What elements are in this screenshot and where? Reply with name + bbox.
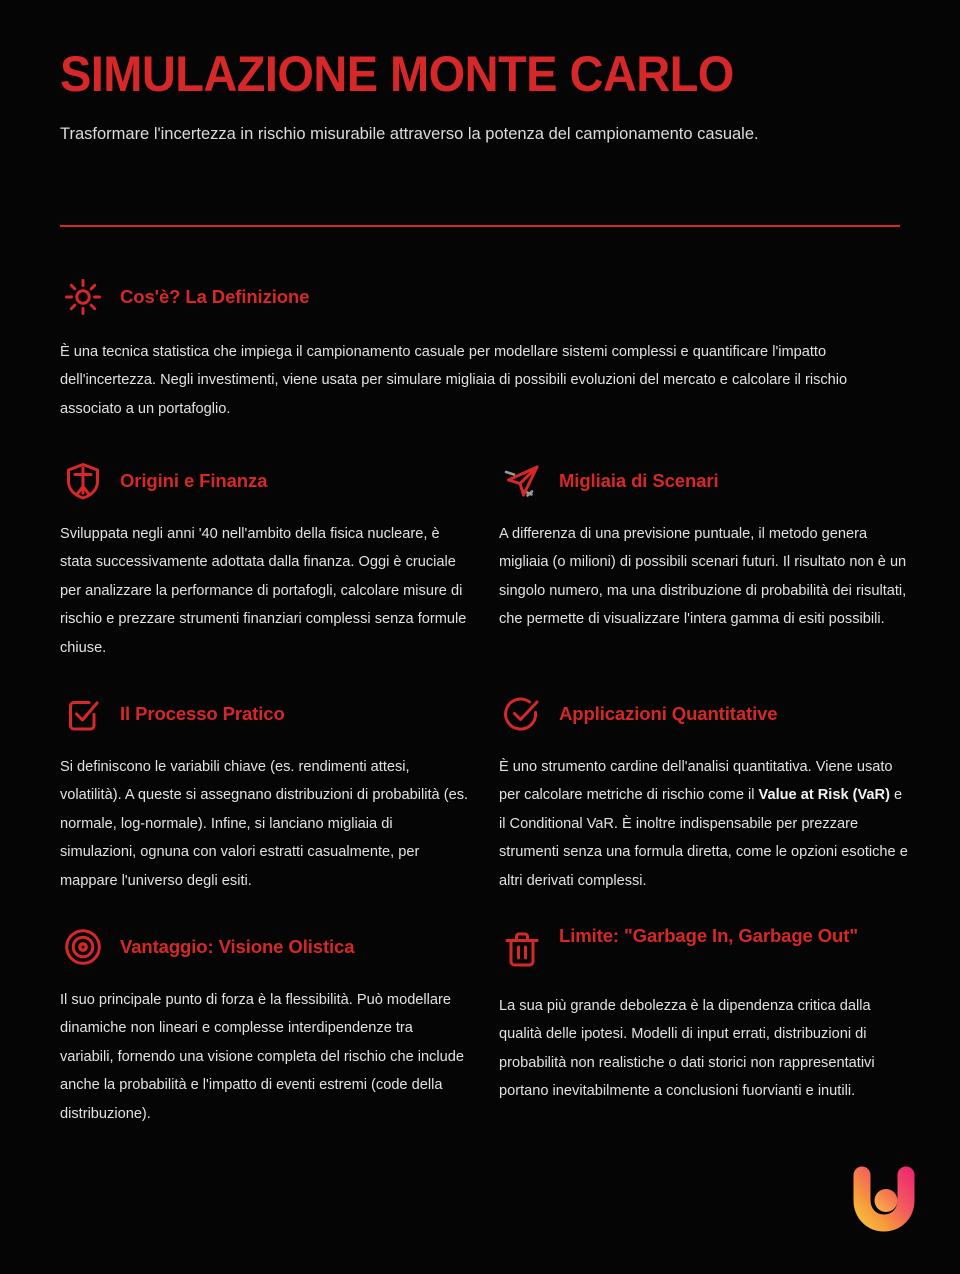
section-header bbox=[60, 458, 470, 504]
section-origini bbox=[60, 458, 470, 677]
header bbox=[60, 48, 900, 149]
section-header bbox=[60, 274, 900, 320]
section-title: Origini e Finanza bbox=[120, 470, 268, 492]
section-body: È una tecnica statistica che impiega il campionamento casuale per modellare sistemi complessi e quantificare l'impatto dell'incertezza. Negli investimenti, viene usata per simulare migliaia di possibili evoluzioni del mercato e calcolare il rischio associato a un portafoglio. bbox=[60, 344, 848, 417]
section-header bbox=[60, 924, 470, 970]
section-body: Si definiscono le variabili chiave (es. rendimenti attesi, volatilità). A queste si assegnano distribuzioni di probabilità (es. normale, log-normale). Infine, si lanciano migliaia di simulazioni, ognuna con valori estratti casualmente, per mappare l'universo degli esiti. bbox=[60, 759, 469, 889]
sun-icon bbox=[60, 274, 106, 320]
section-title: Il Processo Pratico bbox=[120, 703, 285, 725]
section-definizione bbox=[60, 274, 900, 438]
section-body bbox=[499, 753, 909, 895]
section-body: Il suo principale punto di forza è la flessibilità. Può modellare dinamiche non lineari e complesse interdipendenze tra variabili, fornendo una visione completa del rischio che include anche la probabilità e l'impatto di eventi estremi (code della distribuzione). bbox=[60, 992, 464, 1122]
section-applicazioni bbox=[499, 691, 909, 910]
section-header bbox=[499, 924, 899, 972]
section-body-part-1: È uno strumento cardine dell'analisi quantitativa. Viene usato per calcolare metriche di rischio come il bbox=[499, 759, 893, 804]
section-title: Cos'è? La Definizione bbox=[120, 286, 310, 308]
u-brand-logo bbox=[843, 1158, 925, 1240]
section-header bbox=[60, 691, 470, 737]
section-processo bbox=[60, 691, 470, 910]
section-vantaggio bbox=[60, 924, 470, 1143]
section-body-part-2: e il Conditional VaR. È inoltre indispensabile per prezzare strumenti senza una formula diretta, come le opzioni esotiche e altri derivati complessi. bbox=[499, 787, 908, 889]
target-icon bbox=[60, 924, 106, 970]
section-title: Limite: "Garbage In, Garbage Out" bbox=[559, 925, 858, 946]
header-divider bbox=[60, 225, 900, 227]
section-limite bbox=[499, 924, 899, 1120]
shield-icon bbox=[60, 458, 106, 504]
section-title: Applicazioni Quantitative bbox=[559, 703, 778, 725]
circle-check-icon bbox=[499, 691, 545, 737]
section-body: Sviluppata negli anni '40 nell'ambito della fisica nucleare, è stata successivamente adottata dalla finanza. Oggi è cruciale per analizzare la performance di portafogli, calcolare misure di rischio e prezzare strumenti finanziari complessi senza formule chiuse. bbox=[60, 526, 467, 656]
section-body: A differenza di una previsione puntuale, il metodo genera migliaia (o milioni) di possibili scenari futuri. Il risultato non è un singolo numero, ma una distribuzione di probabilità dei risultati, che permette di visualizzare l'intera gamma di esiti possibili. bbox=[499, 526, 907, 628]
section-scenari bbox=[499, 458, 909, 648]
checkbox-check-icon bbox=[60, 691, 106, 737]
section-title: Migliaia di Scenari bbox=[559, 470, 719, 492]
section-header bbox=[499, 458, 909, 504]
page-title: SIMULAZIONE MONTE CARLO bbox=[60, 46, 734, 102]
section-header bbox=[499, 691, 909, 737]
trash-icon bbox=[499, 926, 545, 972]
section-title: Vantaggio: Visione Olistica bbox=[120, 936, 355, 958]
page-subtitle: Trasformare l'incertezza in rischio misurabile attraverso la potenza del campionamento casuale. bbox=[60, 125, 759, 143]
section-body-emphasis: Value at Risk (VaR) bbox=[758, 787, 890, 804]
paper-plane-icon bbox=[499, 458, 545, 504]
section-body: La sua più grande debolezza è la dipendenza critica dalla qualità delle ipotesi. Modelli di input errati, distribuzioni di probabilità non realistiche o dati storici non rappresentativi portano inevitabilmente a conclusioni fuorvianti e inutili. bbox=[499, 998, 875, 1100]
